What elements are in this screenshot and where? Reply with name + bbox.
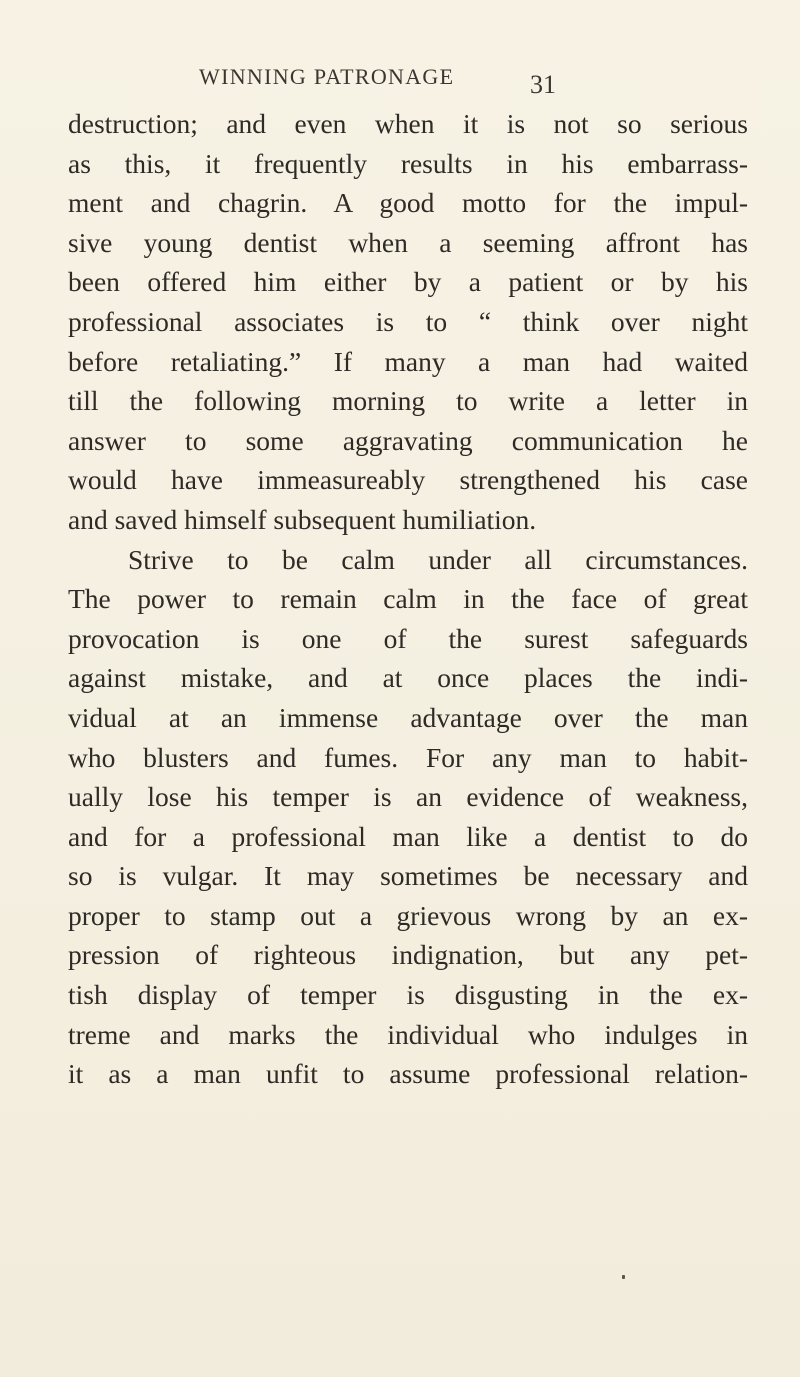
text-line: it as a man unfit to assume professional relation-: [68, 1058, 748, 1090]
text-line: and for a professional man like a dentist to do: [68, 820, 748, 852]
text-line: against mistake, and at once places the indi-: [68, 662, 748, 694]
text-line: proper to stamp out a grievous wrong by an ex-: [68, 899, 748, 931]
text-line: pression of righteous indignation, but any pet-: [68, 939, 748, 971]
text-line: would have immeasureably strengthened his case: [68, 464, 748, 496]
text-line: answer to some aggravating communication he: [68, 424, 748, 456]
text-line: till the following morning to write a letter in: [68, 385, 748, 417]
text-line: destruction; and even when it is not so serious: [68, 108, 748, 139]
paragraph-start-line: Strive to be calm under all circumstances.: [128, 543, 748, 575]
body-text: [68, 104, 748, 1094]
text-line: tish display of temper is disgusting in the ex-: [68, 979, 748, 1011]
text-line: sive young dentist when a seeming affront has: [68, 226, 748, 258]
text-line: who blusters and fumes. For any man to habit-: [68, 741, 748, 773]
text-line: professional associates is to “ think over night: [68, 305, 748, 337]
page-number: 31: [530, 70, 556, 99]
text-line: vidual at an immense advantage over the man: [68, 701, 748, 733]
text-line: provocation is one of the surest safeguards: [68, 622, 748, 654]
paragraph-end-line: and saved himself subsequent humiliation.: [68, 503, 537, 535]
text-line: so is vulgar. It may sometimes be necessary and: [68, 860, 748, 892]
text-line: before retaliating.” If many a man had waited: [68, 345, 748, 377]
page-header: [0, 64, 800, 98]
text-line: ment and chagrin. A good motto for the impul-: [68, 187, 748, 219]
text-line: ually lose his temper is an evidence of weakness,: [68, 781, 748, 813]
running-head: WINNING PATRONAGE: [199, 64, 455, 89]
ink-speck: [622, 1275, 625, 1279]
text-line: treme and marks the individual who indulges in: [68, 1018, 748, 1050]
text-line: been offered him either by a patient or by his: [68, 266, 748, 298]
text-line: The power to remain calm in the face of great: [68, 583, 748, 615]
text-line: as this, it frequently results in his embarrass-: [68, 147, 748, 179]
